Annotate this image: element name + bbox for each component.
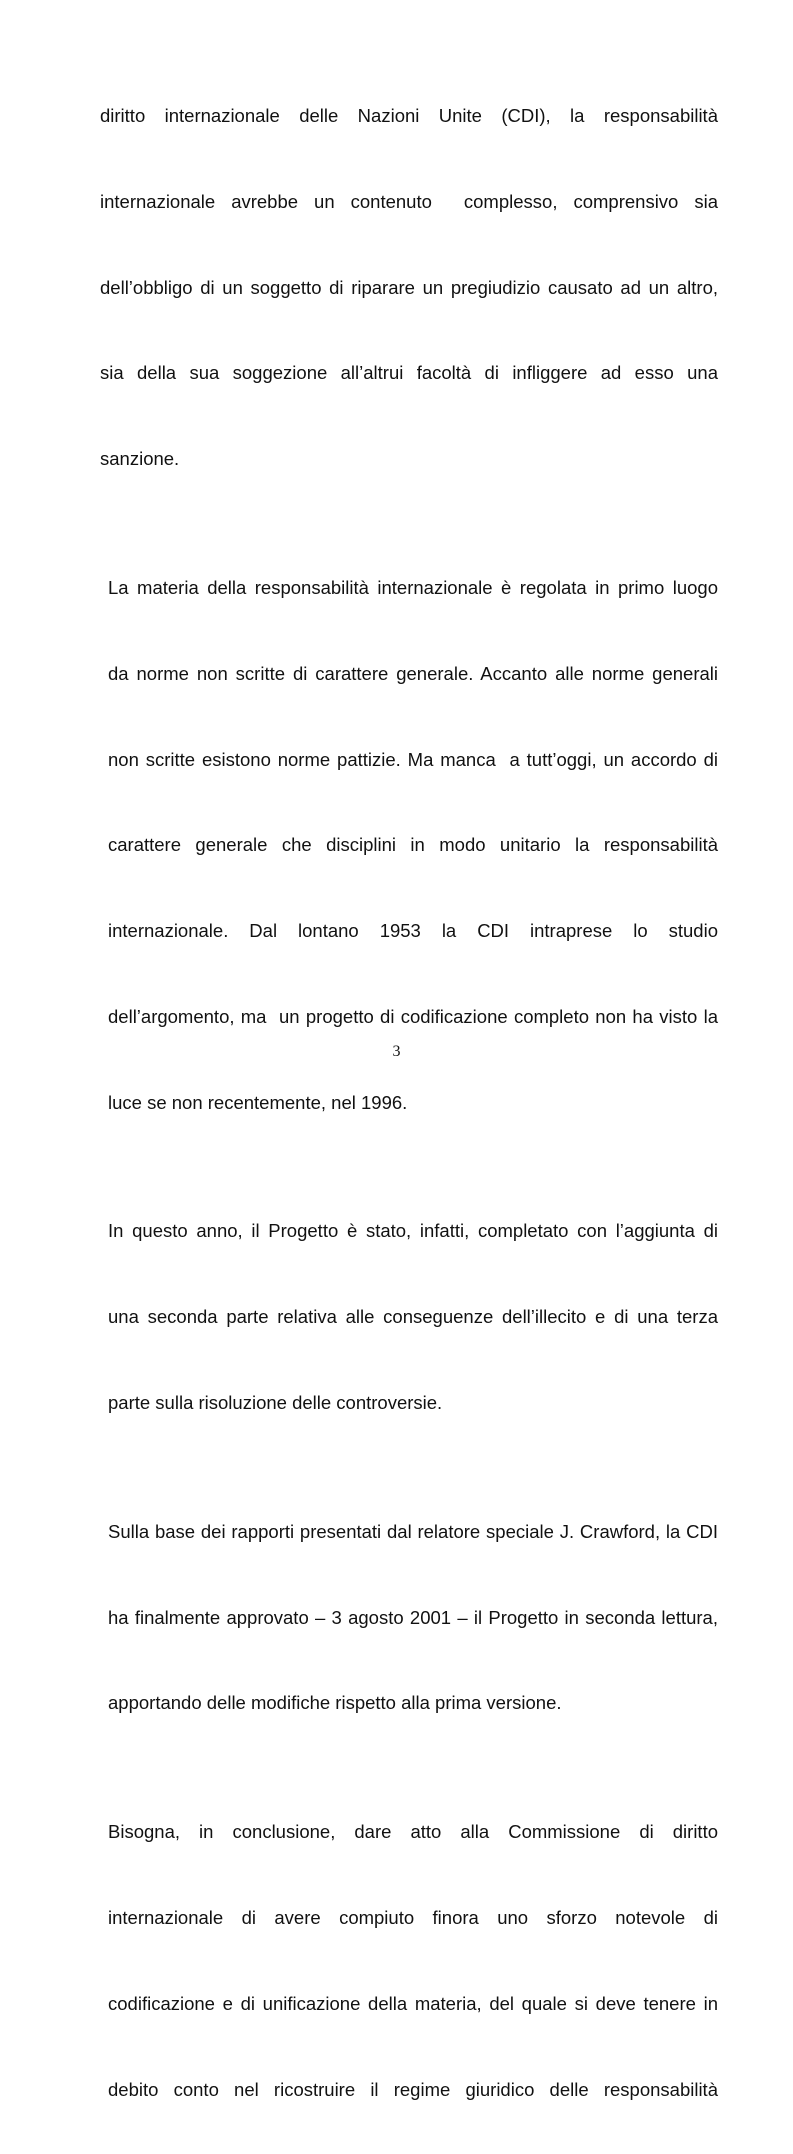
text-line: Bisogna, in conclusione, dare atto alla Commissione di diritto	[108, 1821, 718, 1843]
paragraph-5	[100, 1768, 718, 2154]
page-number: 3	[392, 1043, 401, 1060]
text-line: debito conto nel ricostruire il regime giuridico delle responsabilità	[108, 2078, 718, 2100]
text-line: ha finalmente approvato – 3 agosto 2001 – il Progetto in seconda lettura,	[108, 1606, 718, 1628]
text-line: Sulla base dei rapporti presentati dal relatore speciale J. Crawford, la CDI	[108, 1520, 718, 1542]
text-line: La materia della responsabilità internazionale è regolata in primo luogo	[108, 576, 718, 598]
text-line: sanzione.	[100, 448, 180, 470]
paragraph-2	[100, 524, 718, 1168]
text-line: dell’obbligo di un soggetto di riparare un pregiudizio causato ad un altro,	[100, 276, 718, 298]
text-line: sia della sua soggezione all’altrui facoltà di infliggere ad esso una	[100, 362, 718, 384]
body-text	[100, 52, 718, 2154]
text-line: codificazione e di unificazione della materia, del quale si deve tenere in	[108, 1992, 718, 2014]
text-line: dell’argomento, ma un progetto di codificazione completo non ha visto la	[108, 1005, 718, 1027]
text-line: internazionale di avere compiuto finora uno sforzo notevole di	[108, 1906, 718, 1928]
text-line: internazionale avrebbe un contenuto complesso, comprensivo sia	[100, 190, 718, 212]
text-line: carattere generale che disciplini in modo unitario la responsabilità	[108, 834, 718, 856]
text-line: parte sulla risoluzione delle controversie.	[108, 1392, 443, 1414]
text-line: una seconda parte relativa alle conseguenze dell’illecito e di una terza	[108, 1306, 718, 1328]
text-line: apportando delle modifiche rispetto alla prima versione.	[108, 1692, 562, 1714]
text-line: internazionale. Dal lontano 1953 la CDI intraprese lo studio	[108, 920, 718, 942]
text-line: non scritte esistono norme pattizie. Ma manca a tutt’oggi, un accordo di	[108, 748, 718, 770]
paragraph-1	[100, 52, 718, 524]
text-line: diritto internazionale delle Nazioni Unite (CDI), la responsabilità	[100, 104, 718, 126]
text-line: luce se non recentemente, nel 1996.	[108, 1091, 408, 1113]
text-line: da norme non scritte di carattere generale. Accanto alle norme generali	[108, 662, 718, 684]
paragraph-4	[100, 1468, 718, 1768]
text-line: In questo anno, il Progetto è stato, infatti, completato con l’aggiunta di	[108, 1220, 718, 1242]
paragraph-3	[100, 1168, 718, 1468]
